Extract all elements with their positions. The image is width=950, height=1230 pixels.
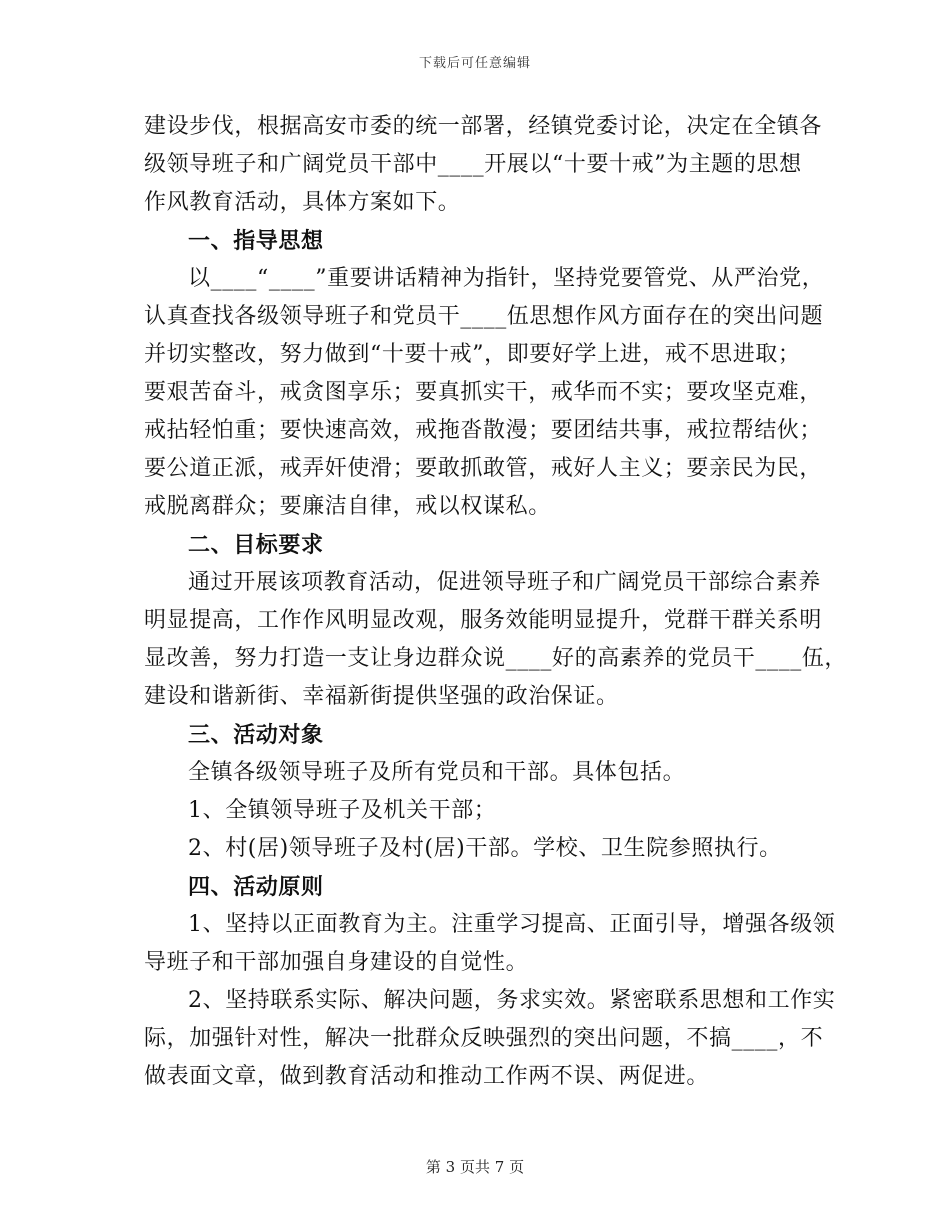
paragraph-line: 1、全镇领导班子及机关干部；	[188, 798, 497, 823]
paragraph-line: 认真查找各级领导班子和党员干____伍思想作风方面存在的突出问题	[144, 304, 824, 329]
paragraph-line: 要艰苦奋斗，戒贪图享乐；要真抓实干，戒华而不实；要攻坚克难，	[144, 380, 823, 405]
section-heading: 二、目标要求	[188, 532, 324, 558]
paragraph-line: 级领导班子和广阔党员干部中____开展以“十要十戒”为主题的思想	[144, 152, 802, 177]
paragraph-line: 以____“____”重要讲话精神为指针，坚持党要管党、从严治党，	[188, 266, 825, 291]
document-body	[144, 108, 848, 1096]
page-header: 下载后可任意编辑	[418, 56, 531, 71]
paragraph-line: 做表面文章，做到教育活动和推动工作两不误、两促进。	[144, 1064, 710, 1089]
paragraph-line: 全镇各级领导班子及所有党员和干部。具体包括。	[188, 760, 686, 785]
paragraph-line: 戒拈轻怕重；要快速高效，戒拖沓散漫；要团结共事，戒拉帮结伙；	[144, 418, 823, 443]
paragraph-line: 戒脱离群众；要廉洁自律，戒以权谋私。	[144, 494, 551, 519]
paragraph-line: 通过开展该项教育活动，促进领导班子和广阔党员干部综合素养	[188, 570, 821, 595]
paragraph-line: 1、坚持以正面教育为主。注重学习提高、正面引导，增强各级领	[188, 912, 836, 937]
paragraph-line: 建设步伐，根据高安市委的统一部署，经镇党委讨论，决定在全镇各	[144, 114, 823, 139]
paragraph-line: 作风教育活动，具体方案如下。	[144, 190, 461, 215]
section-heading: 四、活动原则	[188, 874, 324, 900]
page-footer: 第 3 页共 7 页	[425, 1158, 525, 1176]
section-heading: 三、活动对象	[188, 722, 324, 748]
paragraph-line: 2、村(居)领导班子及村(居)干部。学校、卫生院参照执行。	[188, 836, 782, 861]
paragraph-line: 导班子和干部加强自身建设的自觉性。	[144, 950, 529, 975]
paragraph-line: 际，加强针对性，解决一批群众反映强烈的突出问题，不搞____，不	[144, 1026, 824, 1051]
paragraph-line: 显改善，努力打造一支让身边群众说____好的高素养的党员干____伍，	[144, 646, 848, 671]
paragraph-line: 建设和谐新街、幸福新街提供坚强的政治保证。	[144, 684, 619, 709]
paragraph-line: 2、坚持联系实际、解决问题，务求实效。紧密联系思想和工作实	[188, 988, 836, 1013]
paragraph-line: 并切实整改，努力做到“十要十戒”，即要好学上进，戒不思进取；	[144, 342, 801, 367]
paragraph-line: 明显提高，工作作风明显改观，服务效能明显提升，党群干群关系明	[144, 608, 823, 633]
section-heading: 一、指导思想	[188, 228, 324, 254]
paragraph-line: 要公道正派，戒弄奸使滑；要敢抓敢管，戒好人主义；要亲民为民，	[144, 456, 823, 481]
